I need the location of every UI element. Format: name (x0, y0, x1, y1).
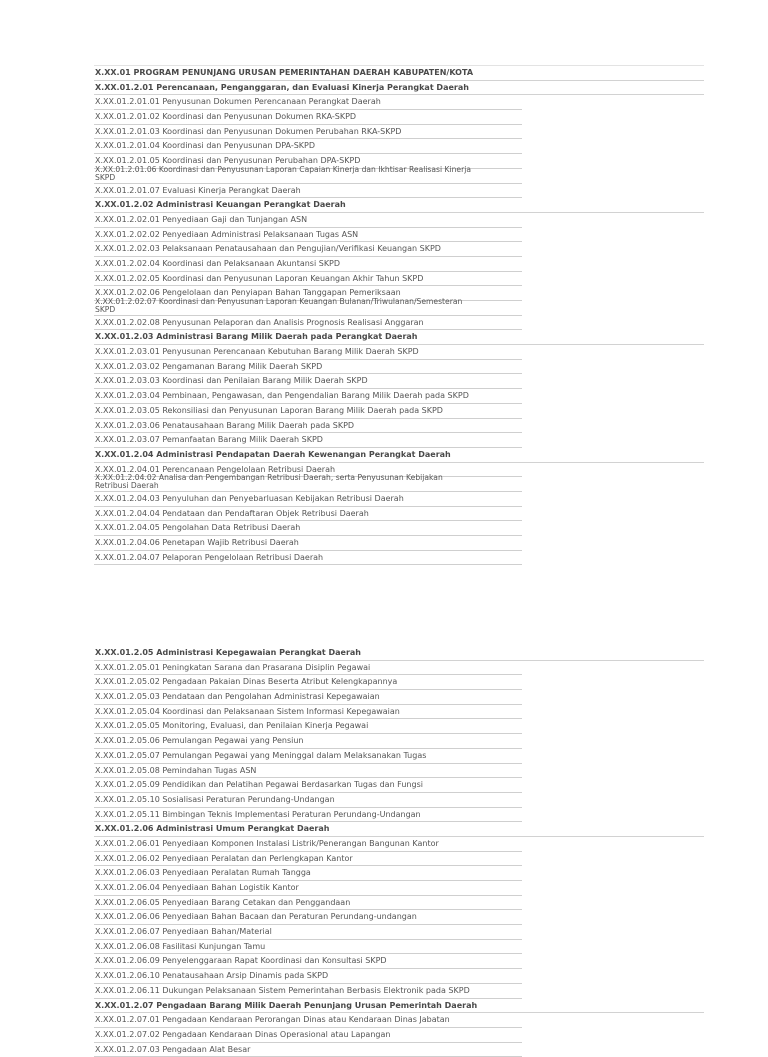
activity-header (94, 822, 704, 837)
sub-activity-row-text: X.XX.01.2.01.06 Koordinasi dan Penyusunan Laporan Capaian Kinerja dan Ikhtisar Realisasi Kinerja SKPD (95, 164, 471, 182)
sub-activity-row (94, 184, 522, 199)
sub-activity-row-text: X.XX.01.2.01.07 Evaluasi Kinerja Perangkat Daerah (95, 185, 301, 195)
activity-header (94, 330, 704, 345)
sub-activity-row (94, 419, 522, 434)
sub-activity-row (94, 213, 522, 228)
sub-activity-row (94, 852, 522, 867)
sub-activity-row (94, 719, 522, 734)
sub-activity-row-text: X.XX.01.2.05.09 Pendidikan dan Pelatihan Pegawai Berdasarkan Tugas dan Fungsi (95, 780, 423, 790)
sub-activity-row (94, 297, 522, 316)
sub-activity-row-text: X.XX.01.2.06.10 Penatausahaan Arsip Dinamis pada SKPD (95, 971, 329, 981)
sub-activity-row-text: X.XX.01.2.03.06 Penatausahaan Barang Milik Daerah pada SKPD (95, 420, 355, 430)
program-list-page-2 (94, 646, 704, 1057)
activity-header-text: X.XX.01.2.06 Administrasi Umum Perangkat Daerah (95, 824, 330, 834)
sub-activity-row (94, 910, 522, 925)
sub-activity-row-text: X.XX.01.2.05.08 Pemindahan Tugas ASN (95, 765, 257, 775)
sub-activity-row (94, 360, 522, 375)
program-header (94, 65, 704, 81)
sub-activity-row-text: X.XX.01.2.02.06 Pengelolaan dan Penyiapan Bahan Tanggapan Pemeriksaan (95, 288, 401, 298)
sub-activity-row (94, 661, 522, 676)
sub-activity-row-text: X.XX.01.2.01.01 Penyusunan Dokumen Perencanaan Perangkat Daerah (95, 97, 381, 107)
sub-activity-row (94, 536, 522, 551)
activity-header (94, 646, 704, 661)
activity-header-text: X.XX.01.2.07 Pengadaan Barang Milik Daerah Penunjang Urusan Pemerintah Daerah (95, 1000, 478, 1010)
sub-activity-row-text: X.XX.01.2.03.01 Penyusunan Perencanaan Kebutuhan Barang Milik Daerah SKPD (95, 347, 419, 357)
sub-activity-row-text: X.XX.01.2.05.04 Koordinasi dan Pelaksanaan Sistem Informasi Kepegawaian (95, 706, 400, 716)
sub-activity-row (94, 374, 522, 389)
sub-activity-row (94, 690, 522, 705)
sub-activity-row-text: X.XX.01.2.01.02 Koordinasi dan Penyusunan Dokumen RKA-SKPD (95, 112, 357, 122)
sub-activity-row (94, 837, 522, 852)
sub-activity-row-text: X.XX.01.2.02.03 Pelaksanaan Penatausahaan dan Pengujian/Verifikasi Keuangan SKPD (95, 244, 441, 254)
sub-activity-row (94, 866, 522, 881)
sub-activity-row-text: X.XX.01.2.02.01 Penyediaan Gaji dan Tunjangan ASN (95, 214, 308, 224)
sub-activity-row-text: X.XX.01.2.04.07 Pelaporan Pengelolaan Retribusi Daerah (95, 552, 324, 562)
sub-activity-row-text: X.XX.01.2.01.04 Koordinasi dan Penyusunan DPA-SKPD (95, 141, 316, 151)
activity-header-text: X.XX.01.2.03 Administrasi Barang Milik Daerah pada Perangkat Daerah (95, 332, 418, 342)
sub-activity-row (94, 228, 522, 243)
sub-activity-row (94, 808, 522, 823)
sub-activity-row (94, 492, 522, 507)
sub-activity-row-text: X.XX.01.2.05.05 Monitoring, Evaluasi, dan Penilaian Kinerja Pegawai (95, 721, 369, 731)
sub-activity-row (94, 1043, 522, 1057)
sub-activity-row-text: X.XX.01.2.05.07 Pemulangan Pegawai yang Meninggal dalam Melaksanakan Tugas (95, 750, 427, 760)
sub-activity-row-text: X.XX.01.2.06.03 Penyediaan Peralatan Rumah Tangga (95, 868, 311, 878)
sub-activity-row (94, 507, 522, 522)
sub-activity-row (94, 521, 522, 536)
sub-activity-row (94, 272, 522, 287)
activity-header-text: X.XX.01.2.04 Administrasi Pendapatan Daerah Kewenangan Perangkat Daerah (95, 449, 451, 459)
sub-activity-row (94, 940, 522, 955)
sub-activity-row-text: X.XX.01.2.06.04 Penyediaan Bahan Logistik Kantor (95, 883, 299, 892)
activity-header (94, 198, 704, 213)
sub-activity-row-text: X.XX.01.2.04.05 Pengolahan Data Retribusi Daerah (95, 523, 301, 533)
sub-activity-row-text: X.XX.01.2.05.11 Bimbingan Teknis Implementasi Peraturan Perundang-Undangan (95, 809, 421, 819)
sub-activity-row-text: X.XX.01.2.04.04 Pendataan dan Pendaftaran Objek Retribusi Daerah (95, 508, 369, 518)
sub-activity-row-text: X.XX.01.2.06.09 Penyelenggaraan Rapat Koordinasi dan Konsultasi SKPD (95, 956, 387, 966)
sub-activity-row (94, 139, 522, 154)
sub-activity-row (94, 954, 522, 969)
sub-activity-row-text: X.XX.01.2.02.08 Penyusunan Pelaporan dan Analisis Prognosis Realisasi Anggaran (95, 317, 424, 327)
sub-activity-row (94, 110, 522, 125)
sub-activity-row-text: X.XX.01.2.06.05 Penyediaan Barang Cetakan dan Penggandaan (95, 897, 351, 907)
sub-activity-row-text: X.XX.01.2.06.07 Penyediaan Bahan/Material (95, 927, 272, 937)
activity-header-text: X.XX.01.2.02 Administrasi Keuangan Perangkat Daerah (95, 200, 346, 210)
sub-activity-row (94, 316, 522, 331)
sub-activity-row (94, 473, 522, 492)
sub-activity-row-text: X.XX.01.2.04.03 Penyuluhan dan Penyebarluasan Kebijakan Retribusi Daerah (95, 493, 404, 503)
sub-activity-row-text: X.XX.01.2.05.10 Sosialisasi Peraturan Perundang-Undangan (95, 794, 335, 804)
sub-activity-row (94, 257, 522, 272)
program-header-text: X.XX.01 PROGRAM PENUNJANG URUSAN PEMERINTAHAN DAERAH KABUPATEN/KOTA (95, 68, 474, 77)
sub-activity-row (94, 345, 522, 360)
sub-activity-row (94, 433, 522, 448)
sub-activity-row (94, 404, 522, 419)
sub-activity-row-text: X.XX.01.2.07.01 Pengadaan Kendaraan Perorangan Dinas atau Kendaraan Dinas Jabatan (95, 1015, 450, 1025)
sub-activity-row (94, 675, 522, 690)
sub-activity-row-text: X.XX.01.2.04.02 Analisa dan Pengembangan Retribusi Daerah, serta Penyusunan Kebijakan Retribusi Daerah (95, 473, 443, 491)
sub-activity-row (94, 1028, 522, 1043)
sub-activity-row-text: X.XX.01.2.07.02 Pengadaan Kendaraan Dinas Operasional atau Lapangan (95, 1029, 391, 1039)
sub-activity-row (94, 734, 522, 749)
sub-activity-row (94, 95, 522, 110)
sub-activity-row-text: X.XX.01.2.02.02 Penyediaan Administrasi Pelaksanaan Tugas ASN (95, 229, 359, 239)
sub-activity-row (94, 778, 522, 793)
sub-activity-row (94, 164, 522, 184)
sub-activity-row (94, 881, 522, 896)
sub-activity-row-text: X.XX.01.2.03.04 Pembinaan, Pengawasan, dan Pengendalian Barang Milik Daerah pada SKPD (95, 391, 469, 401)
sub-activity-row-text: X.XX.01.2.03.02 Pengamanan Barang Milik Daerah SKPD (95, 361, 323, 371)
sub-activity-row-text: X.XX.01.2.02.07 Koordinasi dan Penyusunan Laporan Keuangan Bulanan/Triwulanan/Semesteran SKPD (95, 297, 463, 314)
sub-activity-row (94, 925, 522, 940)
sub-activity-row (94, 896, 522, 911)
sub-activity-row (94, 125, 522, 140)
sub-activity-row-text: X.XX.01.2.06.02 Penyediaan Peralatan dan Perlengkapan Kantor (95, 853, 353, 863)
sub-activity-row-text: X.XX.01.2.06.01 Penyediaan Komponen Instalasi Listrik/Penerangan Bangunan Kantor (95, 838, 439, 848)
sub-activity-row-text: X.XX.01.2.05.03 Pendataan dan Pengolahan Administrasi Kepegawaian (95, 692, 380, 702)
sub-activity-row-text: X.XX.01.2.06.08 Fasilitasi Kunjungan Tamu (95, 941, 266, 951)
sub-activity-row (94, 705, 522, 720)
sub-activity-row (94, 764, 522, 779)
sub-activity-row-text: X.XX.01.2.02.04 Koordinasi dan Pelaksanaan Akuntansi SKPD (95, 258, 341, 268)
sub-activity-row-text: X.XX.01.2.01.05 Koordinasi dan Penyusunan Perubahan DPA-SKPD (95, 156, 361, 166)
activity-header-text: X.XX.01.2.01 Perencanaan, Penganggaran, dan Evaluasi Kinerja Perangkat Daerah (95, 82, 469, 92)
sub-activity-row-text: X.XX.01.2.01.03 Koordinasi dan Penyusunan Dokumen Perubahan RKA-SKPD (95, 126, 402, 136)
sub-activity-row (94, 969, 522, 984)
sub-activity-row (94, 1013, 522, 1028)
sub-activity-row-text: X.XX.01.2.06.06 Penyediaan Bahan Bacaan dan Peraturan Perundang-undangan (95, 912, 417, 922)
sub-activity-row-text: X.XX.01.2.05.02 Pengadaan Pakaian Dinas Beserta Atribut Kelengkapannya (95, 677, 398, 687)
activity-header (94, 81, 704, 96)
activity-header (94, 999, 704, 1014)
sub-activity-row (94, 793, 522, 808)
sub-activity-row-text: X.XX.01.2.02.05 Koordinasi dan Penyusunan Laporan Keuangan Akhir Tahun SKPD (95, 273, 424, 283)
sub-activity-row-text: X.XX.01.2.04.01 Perencanaan Pengelolaan Retribusi Daerah (95, 464, 336, 474)
sub-activity-row-text: X.XX.01.2.07.03 Pengadaan Alat Besar (95, 1044, 251, 1054)
activity-header (94, 448, 704, 463)
sub-activity-row (94, 984, 522, 999)
sub-activity-row-text: X.XX.01.2.05.06 Pemulangan Pegawai yang Pensiun (95, 736, 304, 746)
sub-activity-row (94, 389, 522, 404)
sub-activity-row-text: X.XX.01.2.05.01 Peningkatan Sarana dan Prasarana Disiplin Pegawai (95, 662, 371, 672)
sub-activity-row-text: X.XX.01.2.03.07 Pemanfaatan Barang Milik Daerah SKPD (95, 435, 323, 445)
sub-activity-row-text: X.XX.01.2.03.05 Rekonsiliasi dan Penyusunan Laporan Barang Milik Daerah pada SKPD (95, 405, 443, 415)
sub-activity-row-text: X.XX.01.2.04.06 Penetapan Wajib Retribusi Daerah (95, 538, 299, 547)
program-list-page-1 (94, 65, 704, 565)
sub-activity-row (94, 749, 522, 764)
sub-activity-row (94, 551, 522, 566)
sub-activity-row-text: X.XX.01.2.06.11 Dukungan Pelaksanaan Sistem Pemerintahan Berbasis Elektronik pada SKPD (95, 985, 470, 995)
sub-activity-row-text: X.XX.01.2.03.03 Koordinasi dan Penilaian Barang Milik Daerah SKPD (95, 376, 368, 386)
sub-activity-row (94, 242, 522, 257)
activity-header-text: X.XX.01.2.05 Administrasi Kepegawaian Perangkat Daerah (95, 648, 361, 657)
